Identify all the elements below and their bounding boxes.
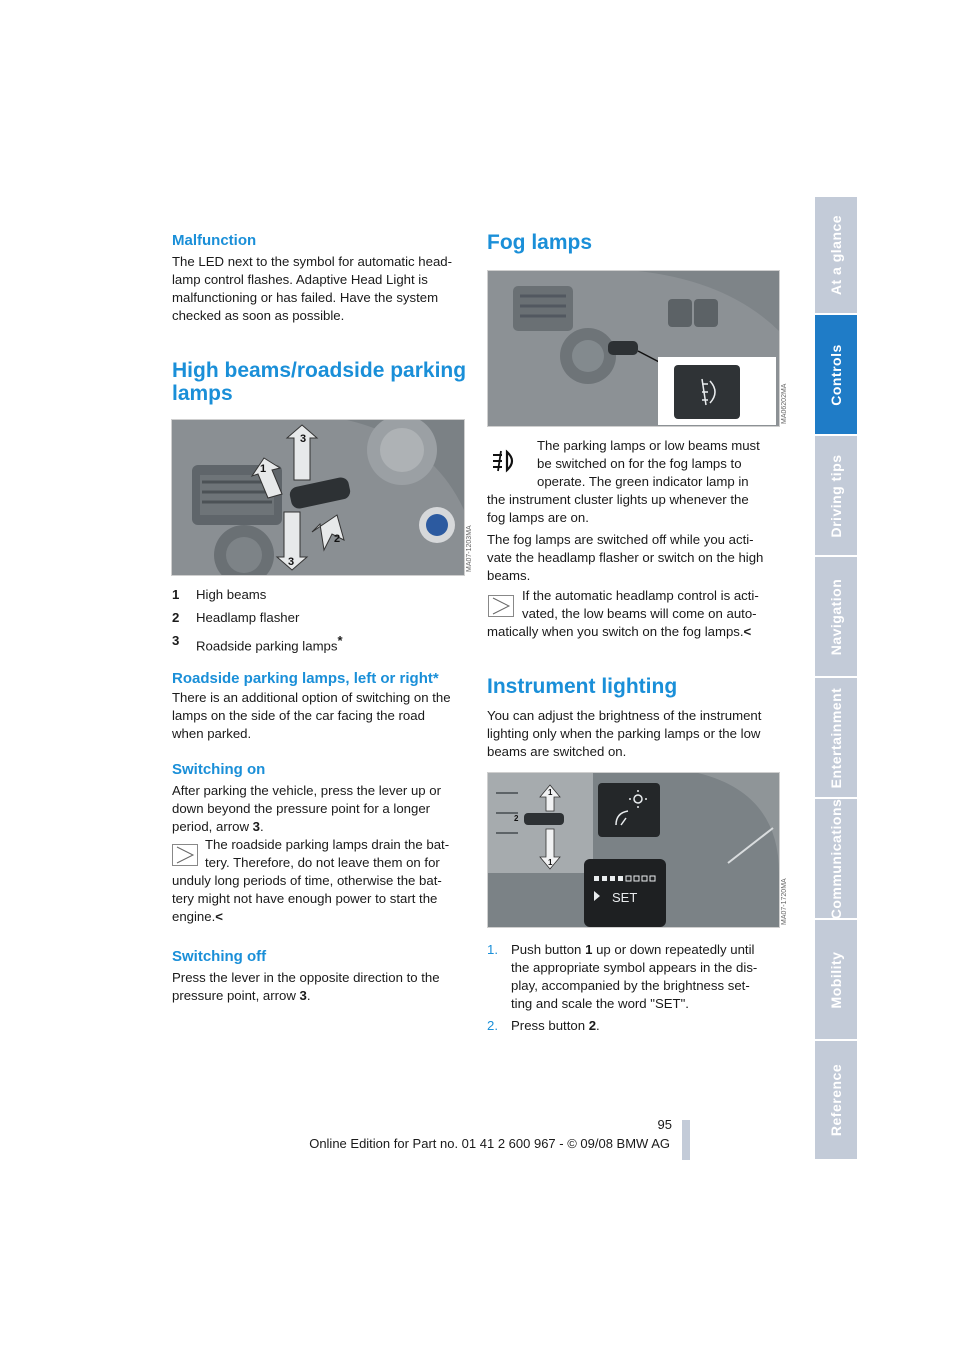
switching-off-heading: Switching off	[172, 948, 267, 965]
fog-off-text-2: vate the headlamp flasher or switch on the high	[487, 550, 764, 565]
switching-on-text-1: After parking the vehicle, press the lever up or	[172, 783, 442, 798]
note2-text-1: If the automatic headlamp control is acti-	[522, 588, 759, 603]
note-icon	[172, 844, 198, 866]
note2-text-3: matically when you switch on the fog lamps.<	[487, 624, 752, 639]
switching-off-text-2: pressure point, arrow 3.	[172, 988, 311, 1003]
instrument-text-1: You can adjust the brightness of the instrument	[487, 708, 762, 723]
svg-text:3: 3	[288, 556, 295, 568]
fog-lamps-image	[487, 270, 780, 427]
instrument-illustration	[488, 773, 779, 927]
step1-number: 1.	[487, 942, 498, 957]
switching-on-text-2: down beyond the pressure point for a longer	[172, 801, 431, 816]
high-beams-lever-image	[171, 419, 465, 576]
switching-off-text-1: Press the lever in the opposite direction to the	[172, 970, 440, 985]
fog-text-5: fog lamps are on.	[487, 510, 589, 525]
instrument-lighting-heading: Instrument lighting	[487, 675, 678, 698]
note1-text-2: tery. Therefore, do not leave them on for	[205, 855, 440, 870]
fog-text-4: the instrument cluster lights up whenever the	[487, 492, 749, 507]
step1-text-4: ting and scale the word "SET".	[511, 996, 689, 1011]
high-beams-heading-line2: lamps	[172, 382, 233, 405]
option-star: *	[337, 633, 343, 648]
step1-text-2: the appropriate symbol appears in the dis-	[511, 960, 758, 975]
malfunction-text-2: lamp control flashes. Adaptive Head Light is	[172, 272, 428, 287]
end-mark: <	[743, 624, 752, 639]
list-item: 3 Roadside parking lamps*	[172, 633, 343, 654]
instrument-text-3: beams are switched on.	[487, 744, 627, 759]
malfunction-text-3: malfunctioning or has failed. Have the system	[172, 290, 439, 305]
note1-text-5: engine.<	[172, 909, 223, 924]
tab-at-a-glance[interactable]: At a glance	[815, 197, 857, 315]
note1-text-1: The roadside parking lamps drain the bat-	[205, 837, 450, 852]
roadside-text-3: when parked.	[172, 726, 252, 741]
image3-code: MA07-1720MA	[781, 878, 788, 925]
step1-text-1: Push button 1 up or down repeatedly until	[511, 942, 755, 957]
switching-on-text-3: period, arrow 3.	[172, 819, 264, 834]
roadside-text-1: There is an additional option of switching on the	[172, 690, 451, 705]
display-set-text: SET	[612, 890, 638, 905]
svg-text:1: 1	[260, 463, 267, 475]
note2-text-2: vated, the low beams will come on auto-	[522, 606, 757, 621]
tab-controls[interactable]: Controls	[815, 315, 857, 436]
svg-text:2: 2	[334, 533, 341, 545]
end-mark: <	[215, 909, 223, 924]
instrument-lighting-image	[487, 772, 780, 928]
instrument-text-2: lighting only when the parking lamps or the low	[487, 726, 761, 741]
page-number: 95	[657, 1117, 672, 1132]
tab-communications[interactable]: Communications	[815, 799, 857, 920]
svg-text:3: 3	[300, 433, 307, 445]
tab-navigation[interactable]: Navigation	[815, 557, 857, 678]
list-item: 2 Headlamp flasher	[172, 610, 300, 625]
step2-text: Press button 2.	[511, 1018, 600, 1033]
tab-reference[interactable]: Reference	[815, 1041, 857, 1161]
tab-driving-tips[interactable]: Driving tips	[815, 436, 857, 557]
fog-text-2: be switched on for the fog lamps to	[537, 456, 742, 471]
edition-text: Online Edition for Part no. 01 41 2 600 967 - © 09/08 BMW AG	[309, 1136, 670, 1151]
chapter-tabs	[815, 197, 857, 1161]
image2-code: MA06202MA	[781, 383, 788, 424]
malfunction-heading: Malfunction	[172, 232, 257, 249]
svg-text:1: 1	[548, 788, 553, 797]
fog-lamp-icon	[489, 449, 521, 473]
tab-entertainment[interactable]: Entertainment	[815, 678, 857, 799]
image1-code: MA07-1203MA	[466, 525, 473, 572]
malfunction-text-4: checked as soon as possible.	[172, 308, 345, 323]
step2-number: 2.	[487, 1018, 498, 1033]
svg-text:2: 2	[514, 814, 519, 823]
note1-text-4: tery might not have enough power to start the	[172, 891, 438, 906]
fog-text-3: operate. The green indicator lamp in	[537, 474, 749, 489]
svg-text:1: 1	[548, 858, 553, 867]
list-item: 1 High beams	[172, 587, 267, 602]
footer-bar	[682, 1120, 690, 1160]
tab-mobility[interactable]: Mobility	[815, 920, 857, 1041]
fog-button-illustration	[488, 271, 779, 426]
roadside-heading: Roadside parking lamps, left or right*	[172, 670, 439, 687]
fog-off-text-1: The fog lamps are switched off while you acti-	[487, 532, 754, 547]
fog-lamps-heading: Fog lamps	[487, 231, 593, 254]
lever-illustration	[172, 420, 464, 575]
fog-off-text-3: beams.	[487, 568, 531, 583]
switching-on-heading: Switching on	[172, 761, 266, 778]
fog-text-1: The parking lamps or low beams must	[537, 438, 760, 453]
high-beams-heading-line1: High beams/roadside parking	[172, 359, 467, 382]
note1-text-3: unduly long periods of time, otherwise the bat-	[172, 873, 442, 888]
note-icon	[488, 595, 514, 617]
malfunction-text-1: The LED next to the symbol for automatic head-	[172, 254, 453, 269]
roadside-text-2: lamps on the side of the car facing the road	[172, 708, 425, 723]
step1-text-3: play, accompanied by the brightness set-	[511, 978, 750, 993]
